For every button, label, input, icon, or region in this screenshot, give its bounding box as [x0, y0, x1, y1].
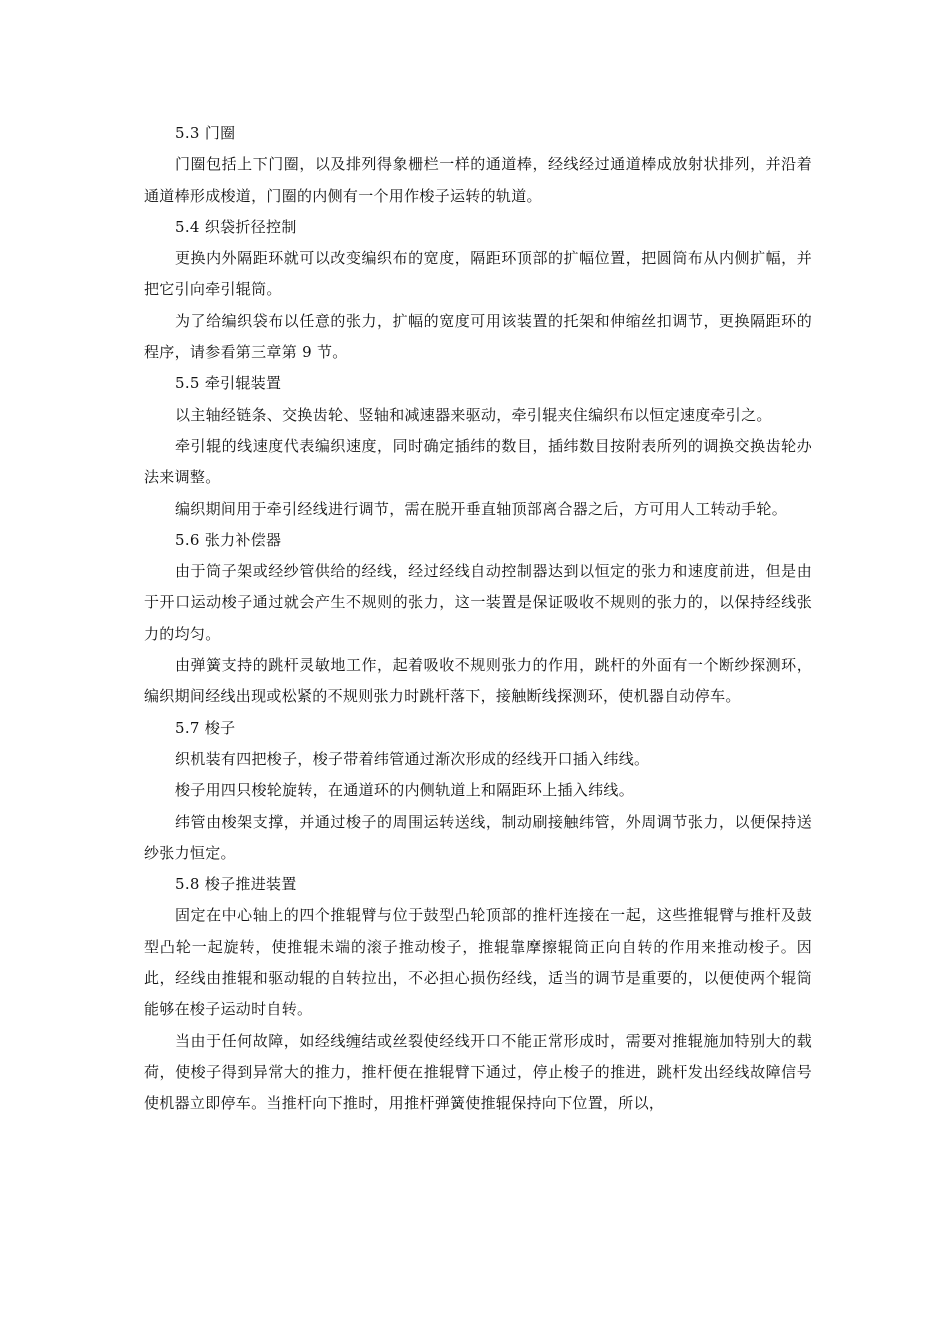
paragraph: 纬管由梭架支撑，并通过梭子的周围运转送线，制动刷接触纬管，外周调节张力，以便保持送纱张力恒定。	[144, 812, 812, 862]
paragraph: 门圈包括上下门圈，以及排列得象栅栏一样的通道棒，经线经过通道棒成放射状排列，并沿着通道棒形成梭道，门圈的内侧有一个用作梭子运转的轨道。	[144, 155, 812, 205]
section-5-3	[144, 118, 812, 212]
section-heading: 5.5 牵引辊装置	[175, 374, 282, 393]
paragraph: 更换内外隔距环就可以改变编织布的宽度，隔距环顶部的扩幅位置，把圆筒布从内侧扩幅，并把它引向牵引辊筒。	[144, 249, 812, 299]
section-heading: 5.7 梭子	[175, 718, 236, 737]
section-5-6	[144, 525, 812, 713]
document-body	[144, 118, 812, 1120]
paragraph: 织机装有四把梭子，梭子带着纬管通过渐次形成的经线开口插入纬线。	[175, 749, 650, 768]
section-5-4	[144, 212, 812, 368]
section-heading: 5.4 织袋折径控制	[175, 217, 297, 236]
section-5-5	[144, 368, 812, 524]
paragraph: 当由于任何故障，如经线缠结或丝裂使经线开口不能正常形成时，需要对推辊施加特别大的载荷，使梭子得到异常大的推力，推杆便在推辊臂下通过，停止梭子的推进，跳杆发出经线故障信号使机器立即停车。当推杆向下推时，用推杆弹簧使推辊保持向下位置，所以，	[144, 1031, 812, 1113]
section-heading: 5.8 梭子推进装置	[175, 875, 297, 894]
paragraph: 由弹簧支持的跳杆灵敏地工作，起着吸收不规则张力的作用，跳杆的外面有一个断纱探测环，编织期间经线出现或松紧的不规则张力时跳杆落下，接触断线探测环，使机器自动停车。	[144, 656, 812, 706]
paragraph: 由于筒子架或经纱管供给的经线，经过经线自动控制器达到以恒定的张力和速度前进，但是由于开口运动梭子通过就会产生不规则的张力，这一装置是保证吸收不规则的张力的，以保持经线张力的均匀。	[144, 562, 812, 643]
paragraph: 编织期间用于牵引经线进行调节，需在脱开垂直轴顶部离合器之后，方可用人工转动手轮。	[175, 499, 788, 518]
paragraph: 为了给编织袋布以任意的张力，扩幅的宽度可用该装置的托架和伸缩丝扣调节，更换隔距环的程序，请参看第三章第 9 节。	[144, 311, 812, 362]
paragraph: 固定在中心轴上的四个推辊臂与位于鼓型凸轮顶部的推杆连接在一起，这些推辊臂与推杆及鼓型凸轮一起旋转，使推辊未端的滚子推动梭子，推辊靠摩擦辊筒正向自转的作用来推动梭子。因此，经线由推辊和驱动辊的自转拉出，不必担心损伤经线，适当的调节是重要的，以便使两个辊筒能够在梭子运动时自转。	[144, 906, 812, 1019]
section-heading: 5.6 张力补偿器	[175, 530, 282, 549]
section-heading: 5.3 门圈	[175, 124, 236, 142]
paragraph: 梭子用四只梭轮旋转，在通道环的内侧轨道上和隔距环上插入纬线。	[175, 781, 635, 800]
section-5-8	[144, 869, 812, 1119]
paragraph: 以主轴经链条、交换齿轮、竖轴和减速器来驱动，牵引辊夹住编织布以恒定速度牵引之。	[175, 405, 772, 424]
section-5-7	[144, 713, 812, 869]
paragraph: 牵引辊的线速度代表编织速度，同时确定插纬的数目，插纬数目按附表所列的调换交换齿轮办法来调整。	[144, 436, 812, 487]
